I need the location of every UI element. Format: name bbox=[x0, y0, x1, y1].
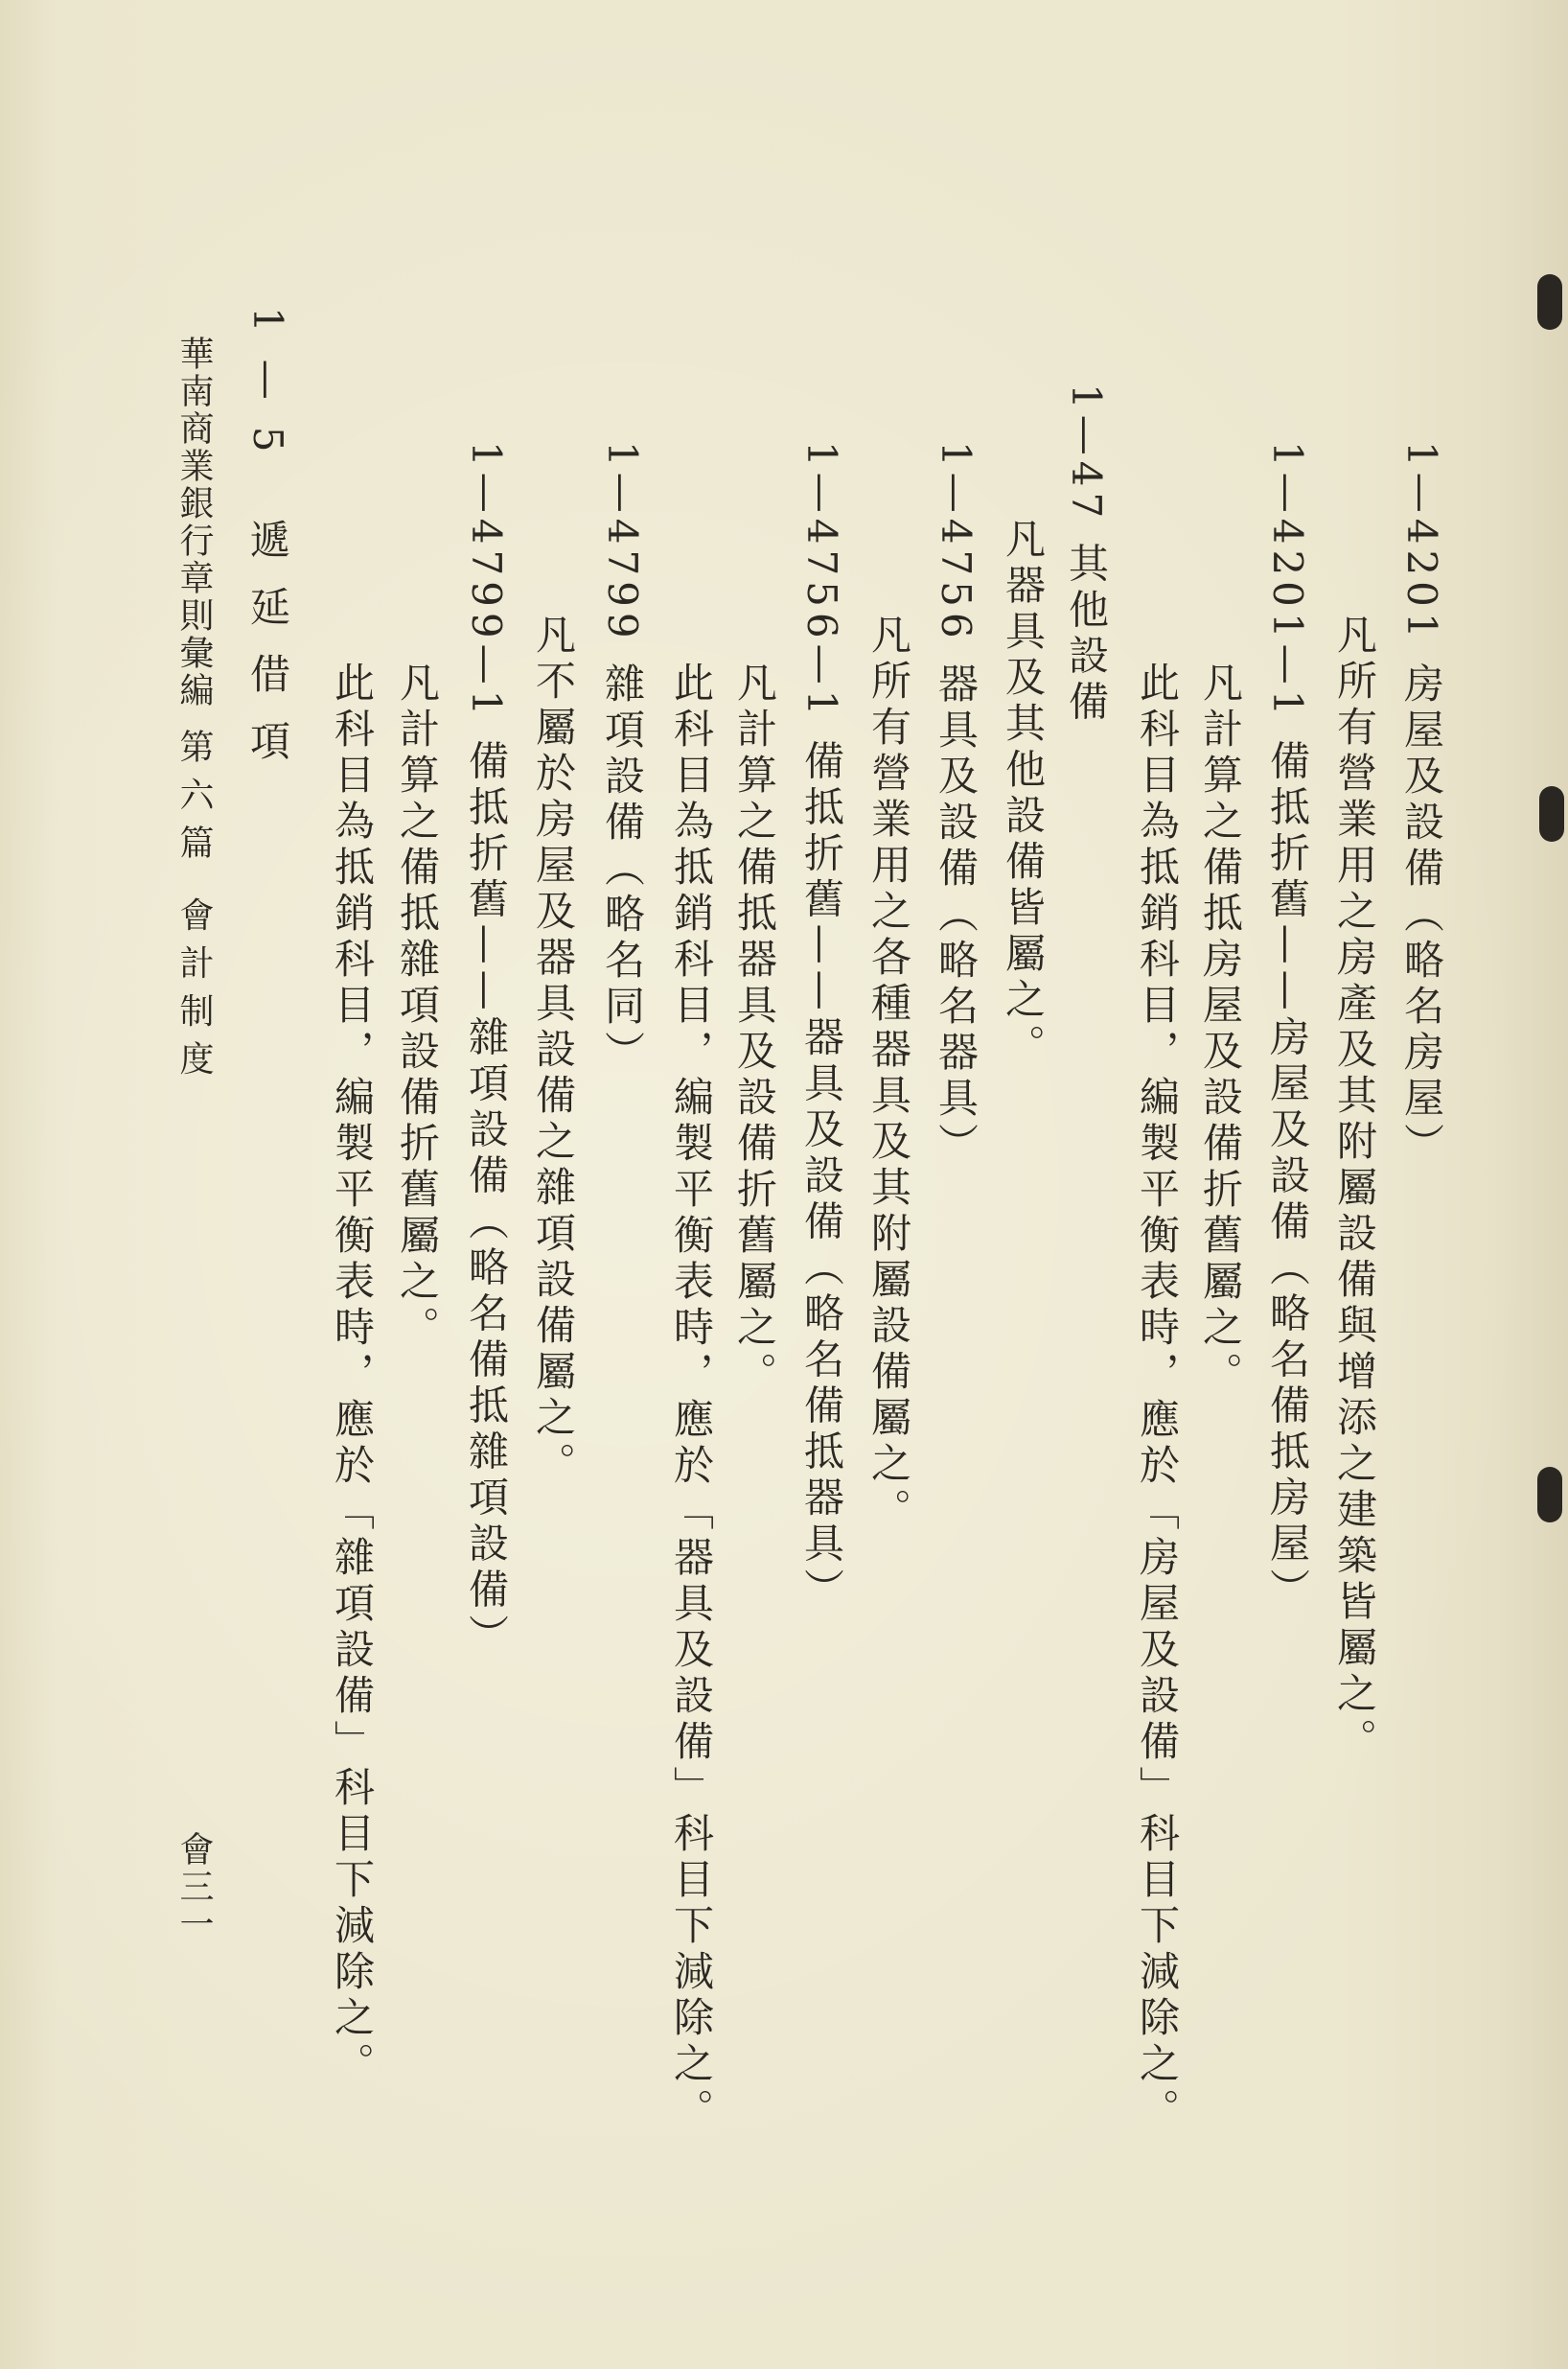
account-heading: 1—4201 房屋及設備（略名房屋） bbox=[1398, 441, 1445, 1169]
account-description: 凡器具及其他設備皆屬之。 bbox=[1000, 518, 1047, 1070]
account-description: 凡計算之備抵房屋及設備折舊屬之。 bbox=[1197, 662, 1244, 1398]
binding-hole bbox=[1537, 274, 1562, 330]
account-note: 此科目為抵銷科目，編製平衡表時，應於「雜項設備」科目下減除之。 bbox=[329, 662, 376, 2088]
book-title: 華南商業銀行章則彙編 bbox=[174, 336, 214, 709]
account-heading: 1—4201—1 備抵折舊——房屋及設備（略名備抵房屋） bbox=[1264, 441, 1311, 1614]
account-description: 凡計算之備抵器具及設備折舊屬之。 bbox=[731, 662, 778, 1398]
section-heading: 1—5 遞延借項 bbox=[244, 307, 291, 787]
page-number: 會三一 bbox=[174, 1831, 214, 1943]
account-heading: 1—4799 雜項設備（略名同） bbox=[599, 441, 646, 1077]
chapter-title: 第六篇 會計制度 bbox=[174, 729, 214, 1089]
account-description: 凡所有營業用之各種器具及其附屬設備屬之。 bbox=[865, 614, 912, 1534]
account-note: 此科目為抵銷科目，編製平衡表時，應於「房屋及設備」科目下減除之。 bbox=[1134, 662, 1181, 2134]
account-heading: 1—4756 器具及設備（略名器具） bbox=[933, 441, 980, 1169]
account-heading: 1—4799—1 備抵折舊——雜項設備（略名備抵雜項設備） bbox=[463, 441, 510, 1661]
account-description: 凡所有營業用之房產及其附屬設備與增添之建築皆屬之。 bbox=[1331, 614, 1378, 1764]
account-heading: 1—4756—1 備抵折舊——器具及設備（略名備抵器具） bbox=[798, 441, 845, 1614]
account-description: 凡計算之備抵雜項設備折舊屬之。 bbox=[394, 662, 441, 1352]
binding-hole bbox=[1537, 1467, 1562, 1522]
account-description: 凡不屬於房屋及器具設備之雜項設備屬之。 bbox=[530, 614, 577, 1488]
section-heading: 1—47 其他設備 bbox=[1063, 383, 1110, 727]
account-note: 此科目為抵銷科目，編製平衡表時，應於「器具及設備」科目下減除之。 bbox=[668, 662, 715, 2134]
binding-hole bbox=[1539, 786, 1564, 842]
